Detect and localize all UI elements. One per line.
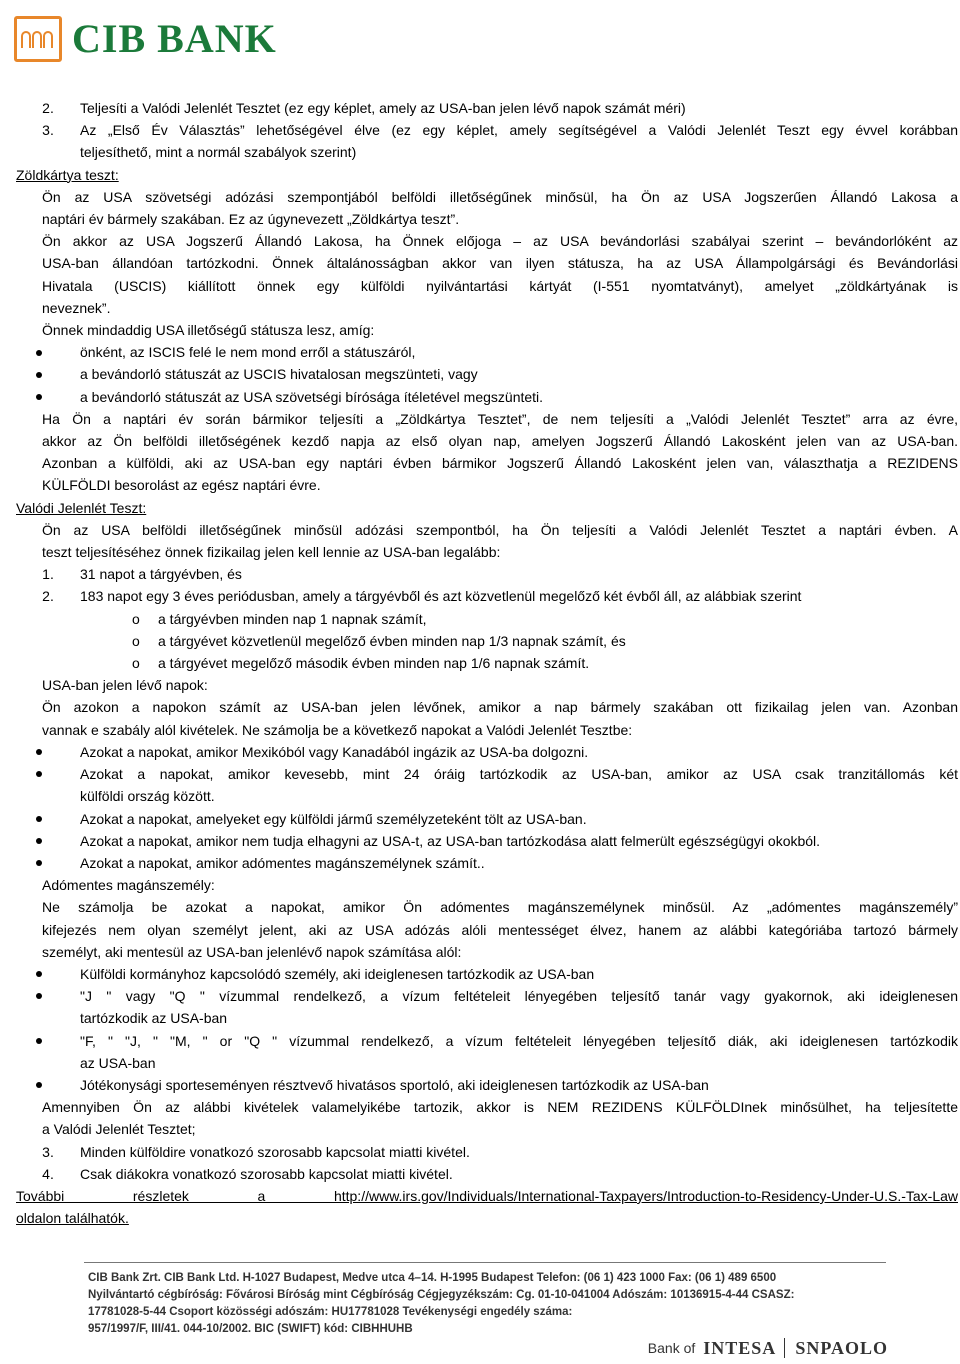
- section-heading-presence: Valódi Jelenlét Teszt:: [16, 499, 147, 516]
- paragraph-line: Ön akkor az USA Jogszerű Állandó Lakosa, ha Önnek előjoga – az USA bevándorlási szabályai szerint – bevándorlóként az: [42, 233, 958, 250]
- bullet-icon: [16, 1030, 80, 1052]
- paragraph-line: Azonban a külföldi, aki az USA-ban egy naptári évben bármikor Jogszerű Állandó Lakosként jelen van, választhatja a REZIDENS: [42, 455, 958, 472]
- cib-logo-icon: [14, 16, 62, 62]
- list-item: önként, az ISCIS felé le nem mond erről a státuszáról,: [16, 341, 958, 363]
- paragraph-line: akkor az Ön belföldi illetőségének kezdő napja az első olyan nap, amelyen Jogszerű Állandó Lakosként jelen van az USA-ban.: [42, 433, 958, 450]
- paragraph-line: Ön az USA belföldi illetőségűnek minősül adózási szempontból, ha Ön teljesíti a Valódi Jelenlét Tesztet a naptári évben. A: [42, 521, 958, 538]
- list-item: Azokat a napokat, amikor Mexikóból vagy Kanadából ingázik az USA-ba dolgozni.: [16, 741, 958, 763]
- paragraph-line: Önnek mindaddig USA illetőségű státusza lesz, amíg:: [42, 322, 375, 339]
- bullet-icon: [16, 341, 80, 363]
- bank-of-label: Bank of: [647, 1340, 696, 1356]
- paragraph-line: Amennyiben Ön az alábbi kivételek valamelyikébe tartozik, akkor is NEM REZIDENS KÜLFÖLDInek minősülhet, ha teljesítette: [42, 1099, 958, 1116]
- bullet-icon: [16, 1074, 80, 1096]
- intesa-label: INTESA: [703, 1338, 777, 1358]
- list-item: Jótékonysági sporteseményen résztvevő hivatásos sportoló, aki ideiglenesen tartózkodik az USA-ban: [16, 1074, 958, 1096]
- paragraph-line: Ön azokon a napokon számít az USA-ban jelen lévőnek, amikor a nap bármely szakában ott fizikailag jelen van. Azonban: [42, 699, 958, 716]
- footer-line: 957/1997/F, III/41. 044-10/2002. BIC (SWIFT) kód: CIBHHUHB: [88, 1323, 413, 1335]
- paragraph-line: a Valódi Jelenlét Tesztet;: [42, 1121, 196, 1138]
- list-item: 3. Minden külföldire vonatkozó szorosabb kapcsolat miatti kivétel.: [42, 1143, 470, 1160]
- paragraph-line: vannak e szabály alól kivételek. Ne számolja be a következő napokat a Valódi Jelenlét Tesztbe:: [42, 721, 633, 738]
- list-item: "F, " "J, " "M, " or "Q " vízummal rendelkező, a vízum feltételeit lényegében teljesítő diák, aki ideiglenesen tartózkodik: [16, 1030, 958, 1052]
- list-item: 2. 183 napot egy 3 éves periódusban, amely a tárgyévből és azt közvetlenül megelőző két évből áll, az alábbiak szerint: [42, 588, 802, 605]
- list-item: 2. Teljesíti a Valódi Jelenlét Tesztet (ez egy képlet, amely az USA-ban jelen lévő napok számát méri): [42, 100, 686, 116]
- bullet-icon: [16, 386, 80, 408]
- list-item: a bevándorló státuszát az USA szövetségi bírósága ítéletével megszünteti.: [16, 386, 958, 408]
- footer-line: CIB Bank Zrt. CIB Bank Ltd. H-1027 Budapest, Medve utca 4–14. H-1995 Budapest Telefon: (06 1) 423 1000 Fax: (06 1) 489 6500: [88, 1272, 777, 1284]
- list-item: Azokat a napokat, amikor nem tudja elhagyni az USA-t, az USA-ban tartózkodása alatt felmerült egészségügyi okokból.: [16, 830, 958, 852]
- paragraph-line: Adómentes magánszemély:: [42, 877, 215, 894]
- paragraph-line: USA-ban jelen lévő napok:: [42, 677, 208, 694]
- logo-text: CIB BANK: [72, 16, 277, 61]
- footer-line: Nyilvántartó cégbíróság: Fővárosi Bíróság mint Cégbíróság Cégjegyzékszám: Cg. 01-10-041004 Adószám: 10136915-4-44 CSASZ:: [88, 1289, 795, 1301]
- paragraph-line: Ne számolja be azokat a napokat, amikor Ön adómentes magánszemélynek minősül. Az „adómentes magánszemély”: [42, 899, 958, 916]
- bullet-icon: [16, 963, 80, 985]
- document-body: [16, 97, 958, 1229]
- paragraph-line: USA-ban állandóan tartózkodni. Önnek általánosságban akkor van ilyen státusza, ha az USA Állampolgársági és Bevándorlási: [42, 255, 958, 272]
- list-item: "J " vagy "Q " vízummal rendelkező, a vízum feltételeit lényegében teljesítő tanár vagy gyakornok, aki ideiglenesen: [16, 985, 958, 1007]
- list-item: a bevándorló státuszát az USCIS hivatalosan megszünteti, vagy: [16, 363, 958, 385]
- footer-divider: [84, 1262, 886, 1263]
- paragraph-line: KÜLFÖLDI besorolást az egész naptári évre.: [42, 477, 321, 494]
- bullet-icon: [16, 741, 80, 763]
- paragraph-line: teszt teljesítéséhez önnek fizikailag jelen kell lennie az USA-ban legalább:: [42, 544, 501, 561]
- irs-link[interactable]: További részletek a http://www.irs.gov/Individuals/International-Taxpayers/Introduction-to-Residency-Under-U.S.-Tax-Law: [16, 1187, 958, 1204]
- list-item: 1. 31 napot a tárgyévben, és: [42, 566, 242, 583]
- paragraph-line: neveznek”.: [42, 299, 111, 316]
- sanpaolo-label: SNPAOLO: [795, 1338, 888, 1358]
- paragraph-line: Ha Ön a naptári év során bármikor teljesíti a „Zöldkártya Tesztet”, de nem teljesíti a „Valódi Jelenlét Tesztet” arra az évre,: [42, 410, 958, 427]
- footer: [88, 1270, 888, 1338]
- header: [14, 12, 277, 66]
- bullet-icon: [16, 985, 80, 1007]
- paragraph-line: Ön az USA szövetségi adózási szempontjából belföldi illetőségűnek minősül, ha Ön az USA Jogszerűen Állandó Lakosa a: [42, 188, 958, 205]
- paragraph-line: naptári év bármely szakában. Ez az úgynevezett „Zöldkártya teszt”.: [42, 211, 460, 228]
- bullet-icon: [16, 363, 80, 385]
- paragraph-line: teljesíthető, mint a normál szabályok szerint): [80, 144, 357, 161]
- sub-list-item: o a tárgyévben minden nap 1 napnak számít,: [132, 610, 427, 627]
- paragraph-line: kifejezés nem olyan személyt jelent, aki az USA adózás alóli mentességet élvez, hanem az alábbi kategóriába tartozó bármely: [42, 921, 958, 938]
- bullet-icon: [16, 830, 80, 852]
- footer-line: 17781028-5-44 Csoport közösségi adószám: HU17781028 Tevékenységi engedély száma:: [88, 1306, 573, 1318]
- intesa-sanpaolo-logo: [648, 1337, 888, 1359]
- section-heading-greencard: Zöldkártya teszt:: [16, 166, 119, 183]
- bullet-icon: [16, 852, 80, 874]
- bullet-icon: [16, 808, 80, 830]
- irs-link-continuation[interactable]: oldalon találhatók.: [16, 1210, 129, 1227]
- list-item: Külföldi kormányhoz kapcsolódó személy, aki ideiglenesen tartózkodik az USA-ban: [16, 963, 958, 985]
- paragraph-line: Hivatala (USCIS) kiállított önnek egy külföldi nyilvántartási kártyát (I-551 nyomtatványt), amelyet „zöldkártyának is: [42, 277, 958, 294]
- list-item: 4. Csak diákokra vonatkozó szorosabb kapcsolat miatti kivétel.: [42, 1165, 453, 1182]
- logo-separator: [784, 1338, 785, 1358]
- paragraph-line: az USA-ban: [80, 1054, 156, 1071]
- sub-list-item: o a tárgyévet közvetlenül megelőző évben minden nap 1/3 napnak számít, és: [132, 632, 626, 649]
- paragraph-line: külföldi ország között.: [80, 788, 215, 805]
- list-item: Azokat a napokat, amikor kevesebb, mint 24 óráig tartózkodik az USA-ban, amikor az USA csak tranzitállomás két: [16, 763, 958, 785]
- list-item: Azokat a napokat, amikor adómentes magánszemélynek számít..: [16, 852, 958, 874]
- sub-list-item: o a tárgyévet megelőző második évben minden nap 1/6 napnak számít.: [132, 655, 590, 672]
- paragraph-line: személyt, aki mentesül az USA-ban jelenlévő napok számítása alól:: [42, 943, 462, 960]
- list-item: Azokat a napokat, amelyeket egy külföldi jármű személyzeteként tölt az USA-ban.: [16, 808, 958, 830]
- bullet-icon: [16, 763, 80, 785]
- list-item: 3. Az „Első Év Választás” lehetőségével élve (ez egy képlet, amely segítségével a Valódi Jelenlét Teszt egy évvel korábban: [42, 122, 958, 139]
- paragraph-line: tartózkodik az USA-ban: [80, 1010, 228, 1027]
